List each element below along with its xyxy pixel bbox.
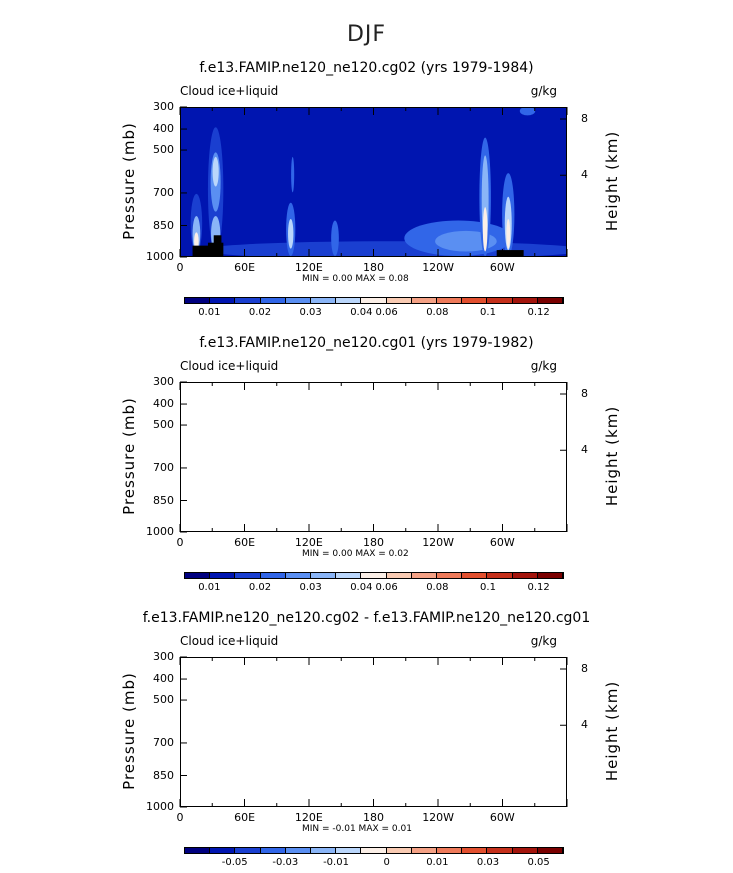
y-tick-label: 400 bbox=[153, 122, 174, 136]
colorbar-swatch bbox=[387, 298, 412, 303]
colorbar-label: 0.03 bbox=[476, 857, 500, 868]
y-axis-title: Pressure (mb) bbox=[119, 397, 138, 515]
y-tick-label: 700 bbox=[153, 185, 174, 199]
colorbar-swatch bbox=[387, 848, 412, 853]
y2-tick-label: 8 bbox=[581, 662, 588, 675]
colorbar-label: 0.01 bbox=[426, 857, 449, 868]
y2-axis-title: Height (km) bbox=[603, 680, 622, 782]
colorbar-swatch bbox=[286, 298, 311, 303]
colorbar-swatch bbox=[235, 298, 260, 303]
y-tick-label: 500 bbox=[153, 693, 174, 707]
y-tick-label: 400 bbox=[153, 672, 174, 686]
colorbar-swatch bbox=[185, 848, 210, 853]
colorbar-swatch bbox=[185, 573, 210, 578]
y2-tick-label: 4 bbox=[581, 443, 588, 457]
x-tick-label: 60W bbox=[489, 261, 515, 274]
x-tick-label: 180 bbox=[363, 536, 384, 549]
colorbar-label: 0.01 bbox=[198, 307, 221, 318]
colorbar-swatch bbox=[487, 848, 512, 853]
colorbar-label: 0.03 bbox=[299, 307, 322, 318]
y2-tick-label: 8 bbox=[581, 387, 588, 400]
colorbar-swatch bbox=[487, 298, 512, 303]
y-tick-label: 400 bbox=[153, 397, 174, 411]
y-tick-label: 850 bbox=[153, 768, 174, 782]
colorbar-swatch bbox=[487, 573, 512, 578]
colorbar-label: -0.03 bbox=[272, 857, 299, 868]
colorbar-label: 0.02 bbox=[248, 582, 272, 593]
panel-title: f.e13.FAMIP.ne120_ne120.cg02 - f.e13.FAMIP.ne120_ne120.cg01 bbox=[142, 610, 591, 626]
colorbar-label: 0.05 bbox=[527, 857, 550, 868]
x-tick-label: 120W bbox=[422, 261, 455, 274]
colorbar-swatch bbox=[261, 848, 286, 853]
y2-axis-title: Height (km) bbox=[603, 130, 622, 232]
y-tick-label: 500 bbox=[153, 143, 174, 157]
tick-marks bbox=[180, 382, 567, 532]
y-tick-label: 1000 bbox=[146, 800, 174, 813]
colorbar-swatch bbox=[235, 573, 260, 578]
colorbar-swatch bbox=[437, 573, 462, 578]
colorbar-swatch bbox=[462, 573, 487, 578]
colorbar-swatch bbox=[361, 298, 386, 303]
y-tick-label: 300 bbox=[153, 650, 174, 663]
colorbar-label: 0.08 bbox=[426, 582, 449, 593]
colorbar-label: 0.1 bbox=[480, 307, 496, 318]
colorbar-swatch bbox=[361, 573, 386, 578]
y-tick-label: 700 bbox=[153, 460, 174, 474]
y-tick-label: 300 bbox=[153, 100, 174, 113]
colorbar-swatch bbox=[462, 848, 487, 853]
colorbar-label: 0.04 bbox=[350, 307, 373, 318]
colorbar-swatch bbox=[513, 848, 538, 853]
colorbar-swatch bbox=[235, 848, 260, 853]
tick-marks bbox=[180, 657, 567, 807]
colorbar-swatch bbox=[336, 573, 361, 578]
colorbar-label: -0.01 bbox=[323, 857, 349, 868]
colorbar bbox=[184, 572, 564, 579]
units-label: g/kg bbox=[530, 359, 557, 373]
y-axis-title: Pressure (mb) bbox=[119, 122, 138, 240]
y2-axis-title: Height (km) bbox=[603, 405, 622, 507]
x-tick-label: 120E bbox=[294, 261, 323, 274]
y-tick-label: 300 bbox=[153, 375, 174, 388]
colorbar-label: 0.06 bbox=[375, 582, 398, 593]
colorbar-swatch bbox=[210, 848, 235, 853]
colorbar-swatch bbox=[437, 848, 462, 853]
colorbar-swatch bbox=[513, 298, 538, 303]
y-tick-label: 1000 bbox=[146, 525, 174, 538]
colorbar-label: 0.08 bbox=[426, 307, 449, 318]
colorbar-swatch bbox=[185, 298, 210, 303]
units-label: g/kg bbox=[530, 84, 557, 98]
colorbar-swatch bbox=[538, 848, 563, 853]
y2-tick-label: 4 bbox=[581, 168, 588, 182]
figure-title: DJF bbox=[346, 22, 387, 47]
x-tick-label: 120E bbox=[294, 536, 323, 549]
min-max-label: MIN = -0.01 MAX = 0.01 bbox=[302, 824, 412, 834]
y-tick-label: 700 bbox=[153, 735, 174, 749]
colorbar-swatch bbox=[361, 848, 386, 853]
colorbar-swatch bbox=[336, 298, 361, 303]
colorbar-label: 0.02 bbox=[248, 307, 272, 318]
colorbar-swatch bbox=[513, 573, 538, 578]
colorbar-label: 0.1 bbox=[480, 582, 496, 593]
y-tick-label: 1000 bbox=[146, 250, 174, 263]
colorbar-swatch bbox=[286, 573, 311, 578]
colorbar-swatch bbox=[286, 848, 311, 853]
y-tick-label: 500 bbox=[153, 418, 174, 432]
colorbar bbox=[184, 847, 564, 854]
x-tick-label: 60E bbox=[234, 261, 256, 274]
y-tick-label: 850 bbox=[153, 218, 174, 232]
colorbar-label: 0.01 bbox=[198, 582, 221, 593]
x-tick-label: 120W bbox=[422, 811, 455, 824]
variable-label: Cloud ice+liquid bbox=[180, 84, 279, 98]
colorbar-label: 0.06 bbox=[375, 307, 398, 318]
colorbar-swatch bbox=[311, 298, 336, 303]
colorbar-swatch bbox=[210, 298, 235, 303]
panel-title: f.e13.FAMIP.ne120_ne120.cg01 (yrs 1979-1982) bbox=[199, 335, 534, 351]
colorbar-label: 0.12 bbox=[527, 582, 550, 593]
colorbar-swatch bbox=[336, 848, 361, 853]
min-max-label: MIN = 0.00 MAX = 0.02 bbox=[302, 549, 409, 559]
x-tick-label: 180 bbox=[363, 811, 384, 824]
y-axis-title: Pressure (mb) bbox=[119, 672, 138, 790]
y-tick-label: 850 bbox=[153, 493, 174, 507]
variable-label: Cloud ice+liquid bbox=[180, 359, 279, 373]
x-tick-label: 60E bbox=[234, 536, 256, 549]
colorbar-swatch bbox=[412, 298, 437, 303]
colorbar-swatch bbox=[412, 573, 437, 578]
x-tick-label: 0 bbox=[176, 811, 184, 824]
colorbar-swatch bbox=[311, 848, 336, 853]
tick-marks bbox=[180, 107, 567, 257]
x-tick-label: 60W bbox=[489, 536, 515, 549]
x-tick-label: 0 bbox=[176, 261, 184, 274]
colorbar-swatch bbox=[538, 298, 563, 303]
x-tick-label: 120W bbox=[422, 536, 455, 549]
colorbar-swatch bbox=[412, 848, 437, 853]
colorbar-swatch bbox=[261, 573, 286, 578]
colorbar-swatch bbox=[462, 298, 487, 303]
colorbar-label: -0.05 bbox=[221, 857, 248, 868]
colorbar-swatch bbox=[437, 298, 462, 303]
variable-label: Cloud ice+liquid bbox=[180, 634, 279, 648]
colorbar-label: 0.03 bbox=[299, 582, 322, 593]
colorbar-swatch bbox=[210, 573, 235, 578]
colorbar-label: 0.12 bbox=[527, 307, 550, 318]
panel-title: f.e13.FAMIP.ne120_ne120.cg02 (yrs 1979-1984) bbox=[199, 60, 534, 76]
y2-tick-label: 4 bbox=[581, 718, 588, 732]
x-tick-label: 0 bbox=[176, 536, 184, 549]
colorbar-swatch bbox=[538, 573, 563, 578]
units-label: g/kg bbox=[530, 634, 557, 648]
colorbar-swatch bbox=[261, 298, 286, 303]
x-tick-label: 60W bbox=[489, 811, 515, 824]
y2-tick-label: 8 bbox=[581, 112, 588, 125]
x-tick-label: 120E bbox=[294, 811, 323, 824]
colorbar-label: 0 bbox=[383, 857, 390, 868]
min-max-label: MIN = 0.00 MAX = 0.08 bbox=[302, 274, 409, 284]
colorbar-swatch bbox=[387, 573, 412, 578]
x-tick-label: 60E bbox=[234, 811, 256, 824]
colorbar-swatch bbox=[311, 573, 336, 578]
colorbar bbox=[184, 297, 564, 304]
x-tick-label: 180 bbox=[363, 261, 384, 274]
colorbar-label: 0.04 bbox=[350, 582, 373, 593]
